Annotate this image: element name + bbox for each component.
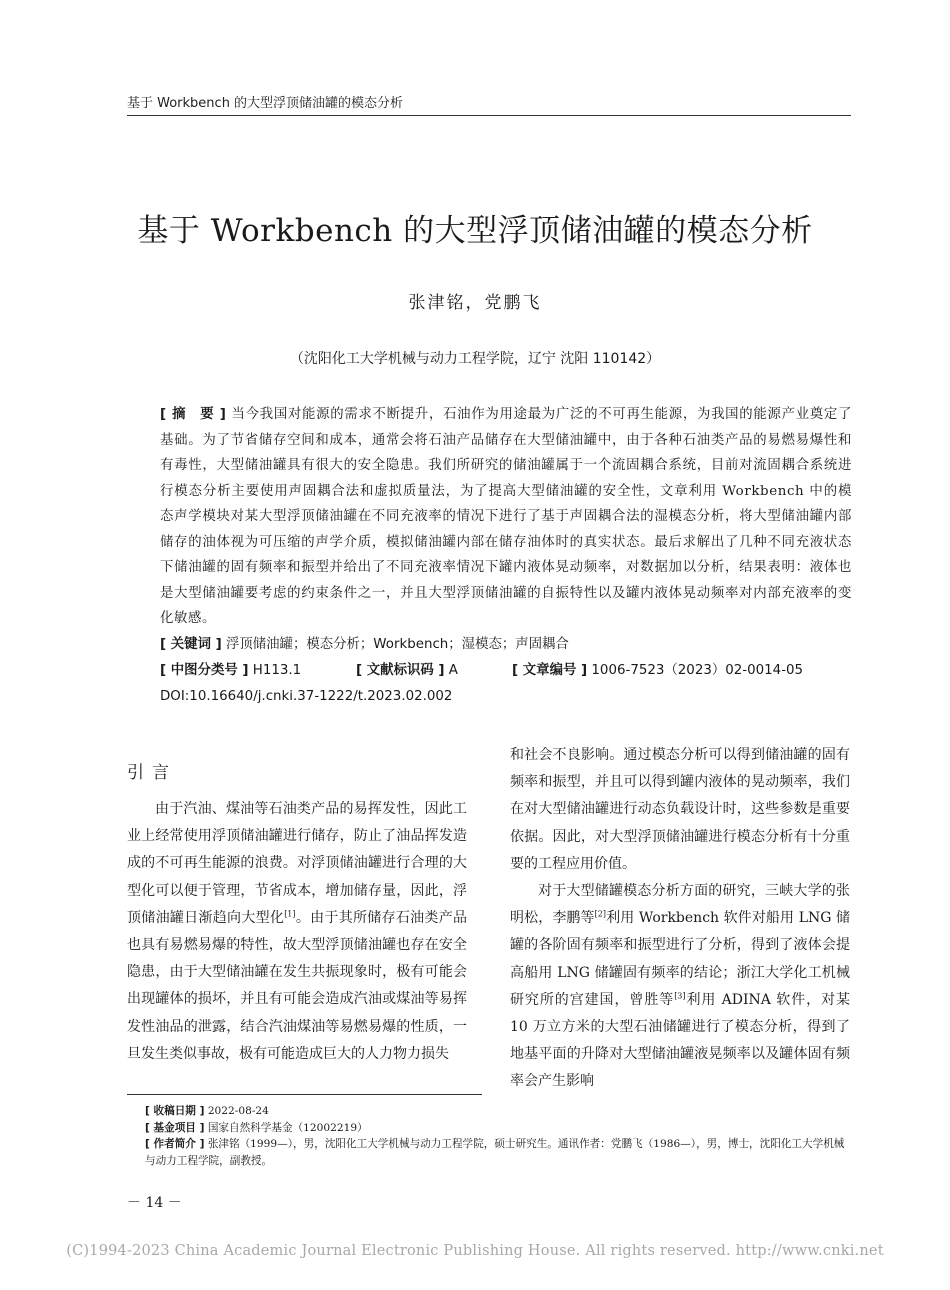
intro-text-2: 。由于其所储存石油类产品也具有易燃易爆的特性，故大型浮顶储油罐也存在安全隐患，由于大型储油罐在发生共振现象时，极有可能会出现罐体的损坏，并且有可能会造成汽油或煤油等易挥发性油品的泄露，结合汽油煤油等易燃易爆的性质，一旦发生类似事故，极有可能造成巨大的人力物力损失: [127, 909, 468, 1062]
intro-continuation: 和社会不良影响。通过模态分析可以得到储油罐的固有频率和振型，并且可以得到罐内液体的晃动频率，我们在对大型储油罐进行动态负载设计时，这些参数是重要依据。因此，对大型浮顶储油罐进行模态分析有十分重要的工程应用价值。: [510, 747, 850, 872]
author-value: 张津铭（1999—），男，沈阳化工大学机械与动力工程学院，硕士研究生。通讯作者：党鹏飞（1986—），男，博士，沈阳化工大学机械与动力工程学院，副教授。: [145, 1138, 845, 1167]
literature-text-a: 对于大型储罐模态分析方面的研究，三峡大学的张明松，李鹏等: [510, 883, 850, 927]
article-no-label: [ 文章编号 ]: [512, 663, 588, 678]
footnote-author: [145, 1136, 851, 1169]
doc-code-label: [ 文献标识码 ]: [356, 663, 445, 678]
footnote-divider: [127, 1094, 482, 1095]
article-title: 基于 Workbench 的大型浮顶储油罐的模态分析: [137, 213, 813, 249]
document-code: [356, 658, 458, 683]
literature-paragraph: [510, 878, 850, 1096]
clc-code: [160, 658, 301, 683]
keywords-text: 浮顶储油罐；模态分析；Workbench；湿模态；声固耦合: [226, 637, 569, 652]
article-number: [512, 658, 803, 683]
keywords: [160, 632, 852, 657]
running-header: 基于 Workbench 的大型浮顶储油罐的模态分析: [127, 92, 851, 116]
literature-text-c: 利用 ADINA 软件，对某 10 万立方米的大型石油储罐进行了模态分析，得到了地基平面的升降对大型储油罐液晃频率以及罐体固有频率会产生影响: [510, 991, 850, 1090]
intro-paragraph: [127, 796, 467, 1068]
received-label: [ 收稿日期 ]: [145, 1105, 205, 1117]
left-column: [127, 760, 467, 1068]
fund-label: [ 基金项目 ]: [145, 1121, 205, 1134]
fund-value: 国家自然科学基金（12002219）: [207, 1121, 368, 1134]
abstract-text: 当今我国对能源的需求不断提升，石油作为用途最为广泛的不可再生能源，为我国的能源产业奠定了基础。为了节省储存空间和成本，通常会将石油产品储存在大型储油罐中，由于各种石油类产品的易燃易爆性和有毒性，大型储油罐具有很大的安全隐患。我们所研究的储油罐属于一个流固耦合系统，目前对流固耦合系统进行模态分析主要使用声固耦合法和虚拟质量法，为了提高大型储油罐的安全性，文章利用 Workbench 中的模态声学模块对某大型浮顶储油罐在不同充液率的情况下进行了基于声固耦合法的湿模态分析，将大型储油罐内部储存的油体视为可压缩的声学介质，模拟储油罐内部在储存油体时的真实状态。最后求解出了几种不同充液状态下储油罐的固有频率和振型并给出了不同充液率情况下罐内液体晃动频率，对数据加以分析，结果表明：液体也是大型储油罐要考虑的约束条件之一，并且大型浮顶储油罐的自振特性以及罐内液体晃动频率对内部充液率的变化敏感。: [160, 407, 853, 626]
footnote-fund: [145, 1120, 851, 1137]
clc-value: H113.1: [252, 663, 302, 678]
citation-2: [2]: [594, 909, 606, 919]
article-no-value: 1006-7523（2023）02-0014-05: [591, 663, 804, 678]
intro-text-1: 由于汽油、煤油等石油类产品的易挥发性，因此工业上经常使用浮顶储油罐进行储存，防止了油品挥发造成的不可再生能源的浪费。对浮顶储油罐进行合理的大型化可以便于管理，节省成本，增加储存量，因此，浮顶储油罐日渐趋向大型化: [127, 801, 467, 926]
author-list: 张津铭，党鹏飞: [408, 293, 542, 313]
abstract-label: [ 摘 要 ]: [160, 407, 227, 422]
clc-label: [ 中图分类号 ]: [160, 663, 249, 678]
literature-text-b: 利用 Workbench 软件对船用 LNG 储罐的各阶固有频率和振型进行了分析，得到了液体会提高船用 LNG 储罐固有频率的结论；浙江大学化工机械研究所的宫建国，曾胜等: [510, 910, 850, 1008]
footnote-received: [145, 1103, 851, 1120]
author-label: [ 作者简介 ]: [145, 1138, 205, 1150]
affiliation: （沈阳化工大学机械与动力工程学院，辽宁 沈阳 110142）: [289, 351, 661, 367]
keywords-label: [ 关键词 ]: [160, 637, 222, 652]
doc-code-value: A: [448, 663, 458, 678]
section-heading-introduction: 引言: [127, 763, 177, 783]
page-number: － 14 －: [127, 1195, 182, 1211]
citation-3: [3]: [674, 991, 686, 1001]
doi: DOI:10.16640/j.cnki.37-1222/t.2023.02.002: [160, 689, 453, 704]
footnotes: [145, 1103, 851, 1169]
copyright-notice: (C)1994-2023 China Academic Journal Electronic Publishing House. All rights reserved. http://www.cnki.net: [66, 1243, 884, 1259]
abstract: [160, 402, 852, 632]
right-column: [510, 742, 850, 1096]
received-value: 2022-08-24: [207, 1105, 269, 1117]
citation-1: [1]: [284, 909, 296, 919]
